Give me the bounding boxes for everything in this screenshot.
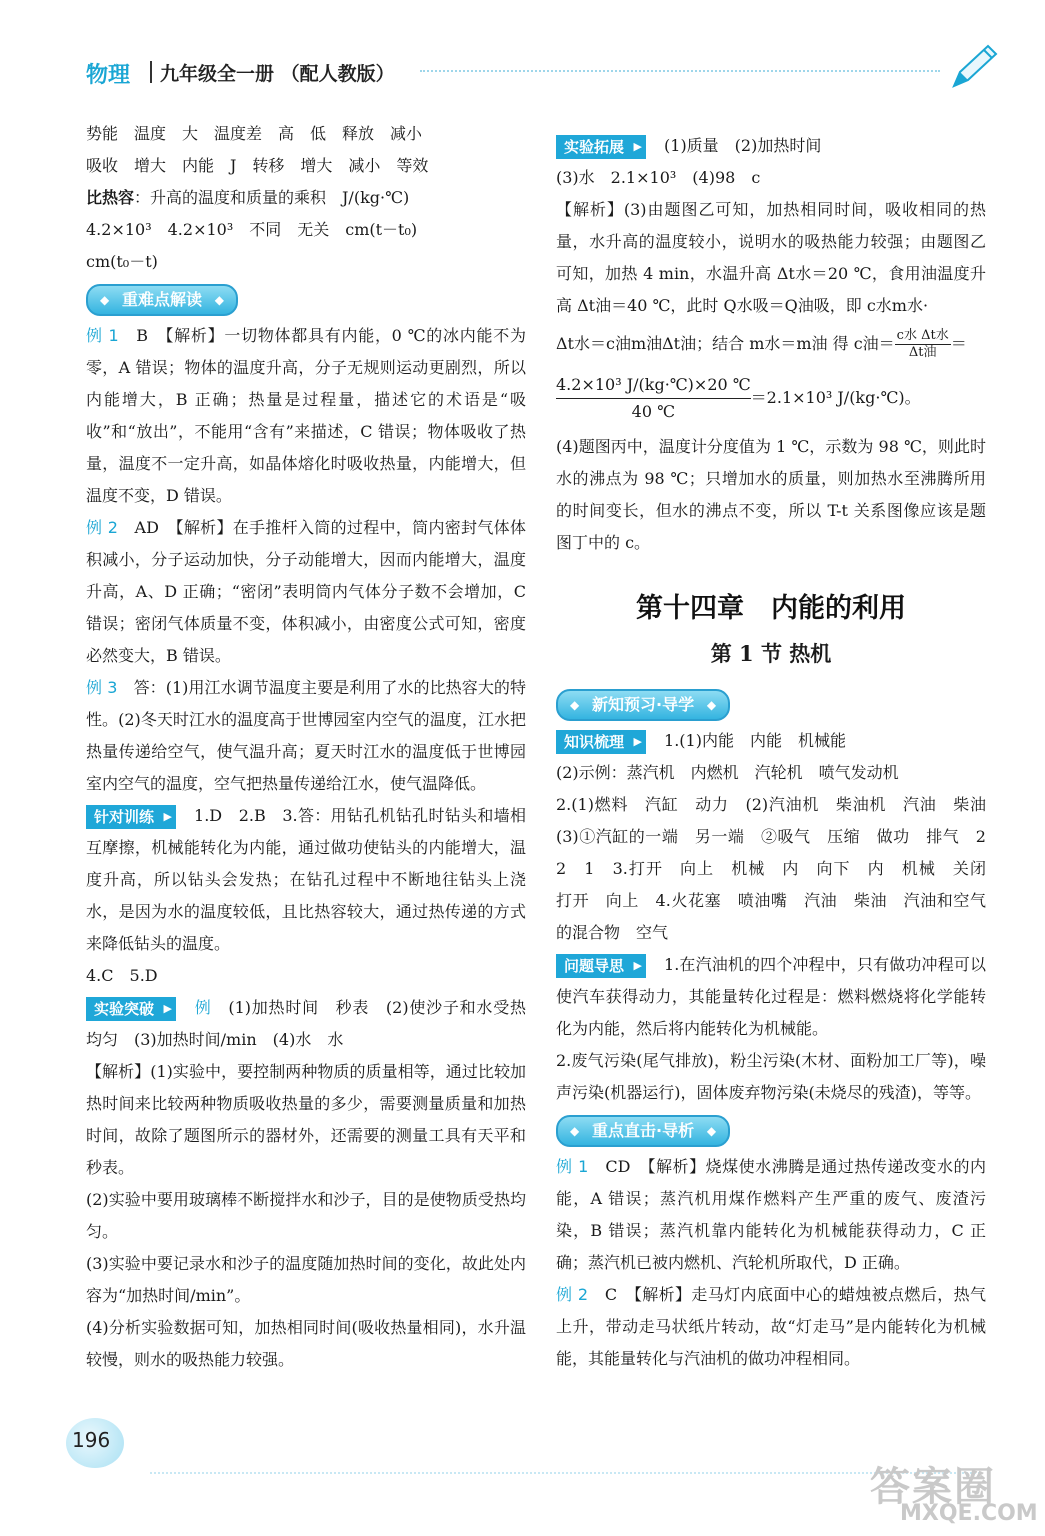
extension-line: (3)水 2.1×10³ (4)98 c	[556, 168, 761, 187]
question-line: 2.废气污染(尾气排放)，粉尘污染(木材、面粉加工厂等)，噪声污染(机器运行)，固体废弃物污染(未烧尽的残渣)，等等。	[556, 1051, 986, 1102]
formula-line	[556, 322, 986, 366]
example-text: CD 【解析】烧煤使水沸腾是通过热传递改变水的内能，A 错误；蒸汽机用煤作燃料产生严重的废气、废渣污染，B 错误；蒸汽机靠内能转化为机械能获得动力，C 正确；蒸汽机已被内燃机、汽轮机所取代，D 正确。	[556, 1157, 986, 1272]
section-banner-key-points: ◆ 重难点解读 ◆	[86, 284, 238, 316]
answer-line	[86, 182, 526, 214]
example-2	[86, 512, 526, 672]
question-block	[556, 949, 986, 1045]
extension-block	[556, 130, 986, 162]
fraction-denominator: 40 ℃	[631, 402, 675, 421]
example-text: C 【解析】走马灯内底面中心的蜡烛被点燃后，热气上升，带动走马状纸片转动，故“灯走马”是内能转化为机械能，其能量转化与汽油机的做功冲程相同。	[556, 1285, 986, 1368]
example-text: B 【解析】一切物体都具有内能，0 ℃的冰内能不为零，A 错误；物体的温度升高，分子无规则运动更剧烈，所以内能增大，B 正确；热量是过程量，描述它的术语是“吸收”和“放出”，不能用“含有”来描述，C 错误；物体吸收了热量，温度不一定升高，如晶体熔化时吸收热量，内能增大，但温度不变，D 错误。	[86, 326, 526, 505]
tag-targeted-training: 针对训练 ▶	[86, 805, 176, 829]
tag-experiment: 实验突破 ▶	[86, 997, 176, 1021]
left-column	[86, 118, 526, 1376]
example-1	[86, 320, 526, 512]
fraction	[556, 372, 751, 425]
experiment-block	[86, 992, 526, 1056]
page-number: 196	[72, 1428, 111, 1452]
extension-text: (1)质量 (2)加热时间	[664, 136, 822, 155]
knowledge-line: 2.(1)燃料 汽缸 动力 (2)汽油机 柴油机 汽油 柴油 (3)①汽缸的一端 另一端 ②吸气 压缩 做功 排气 2 2 1 3.打开 向上 机械 内 向下 内 机械 关闭 打开 向上 4.火花塞 喷油嘴 汽油 柴油 汽油和空气的混合物 空气	[556, 795, 1003, 942]
tag-experiment-extension: 实验拓展 ▶	[556, 135, 646, 159]
section-title: 第 1 节 热机	[710, 641, 832, 666]
analysis-paragraph: (2)实验中要用玻璃棒不断搅拌水和沙子，目的是使物质受热均匀。	[86, 1190, 526, 1241]
training-block	[86, 800, 526, 960]
right-column	[556, 130, 1003, 1375]
watermark-url: MXQE.COM	[900, 1501, 1038, 1526]
knowledge-line: (2)示例：蒸汽机 内燃机 汽轮机 喷气发动机	[556, 763, 899, 782]
fraction-numerator: 4.2×10³ J/(kg·℃)×20 ℃	[556, 372, 751, 399]
knowledge-block	[556, 725, 986, 757]
header-subject: 物理	[86, 63, 131, 88]
answer-line: cm(t₀－t)	[86, 252, 158, 271]
example-text: AD 【解析】在手推杆入筒的过程中，筒内密封气体体积减小，分子运动加快，分子动能增大，因而内能增大，温度升高，A、D 正确；“密闭”表明筒内气体分子数不会增加，C 错误；密闭气体质量不变，体积减小，由密度公式可知，密度必然变大，B 错误。	[86, 518, 526, 665]
formula-text: ＝	[950, 334, 967, 353]
header-grade: 九年级全一册 （配人教版）	[160, 63, 395, 85]
example-label: 例	[194, 998, 212, 1017]
footer-dotted-rule	[150, 1472, 980, 1474]
answer-text: ：升高的温度和质量的乘积 J/(kg·℃)	[134, 188, 410, 207]
fraction-numerator: c水 Δt水	[896, 328, 949, 343]
formula-line	[556, 372, 986, 425]
training-text: 1.D 2.B 3.答：用钻孔机钻孔时钻头和墙相互摩擦，机械能转化为内能，通过做功使钻头的内能增大，温度升高，所以钻头会发热；在钻孔过程中不断地往钻头上浇水，是因为水的温度较低，且比热容较大，通过热传递的方式来降低钻头的温度。	[86, 806, 526, 953]
header-divider	[150, 61, 152, 83]
experiment-text: (1)加热时间 秒表 (2)使沙子和水受热均匀 (3)加热时间/min (4)水 水	[86, 998, 526, 1049]
tag-question-guide: 问题导思 ▶	[556, 954, 646, 978]
section-banner-key-analysis: ◆ 重点直击·导析 ◆	[556, 1115, 730, 1147]
page-number-badge	[60, 1418, 132, 1468]
analysis-paragraph: (4)分析实验数据可知，加热相同时间(吸收热量相同)，水升温较慢，则水的吸热能力较强。	[86, 1318, 526, 1369]
pencil-icon	[944, 42, 1002, 92]
example-label: 例 1	[86, 326, 119, 345]
formula-text: ＝2.1×10³ J/(kg·℃)。	[750, 388, 921, 407]
fraction-denominator: Δt油	[908, 345, 937, 360]
example-2	[556, 1279, 986, 1375]
chapter-title: 第十四章 内能的利用	[636, 593, 906, 624]
answer-line: 4.2×10³ 4.2×10³ 不同 无关 cm(t－t₀)	[86, 220, 418, 239]
answer-line: 吸收 增大 内能 J 转移 增大 减小 等效	[86, 156, 429, 175]
formula-text: Δt水＝c油m油Δt油；结合 m水＝m油 得 c油＝	[556, 334, 895, 353]
watermark-logo: 答案圈	[870, 1464, 996, 1510]
page-header	[60, 52, 980, 92]
example-label: 例 2	[556, 1285, 589, 1304]
analysis-paragraph: (4)题图丙中，温度计分度值为 1 ℃，示数为 98 ℃，则此时水的沸点为 98 ℃；只增加水的质量，则加热水至沸腾所用的时间变长，但水的沸点不变，所以 T-t 关系图像应该是题图丁中的 c。	[556, 437, 986, 552]
analysis-paragraph: 【解析】(3)由题图乙可知，加热相同时间，吸收相同的热量，水升高的温度较小，说明水的吸热能力较强；由题图乙可知，加热 4 min，水温升高 Δt水＝20 ℃，食用油温度升高 Δt油＝40 ℃，此时 Q水吸＝Q油吸，即 c水m水·	[556, 200, 986, 315]
example-label: 例 1	[556, 1157, 589, 1176]
analysis-paragraph: 【解析】(1)实验中，要控制两种物质的质量相等，通过比较加热时间来比较两种物质吸收热量的多少，需要测量质量和加热时间，故除了题图所示的器材外，还需要的测量工具有天平和秒表。	[86, 1062, 526, 1177]
term-label: 比热容	[86, 188, 135, 207]
section-banner-preview: ◆ 新知预习·导学 ◆	[556, 689, 730, 721]
watermark	[870, 1455, 1038, 1530]
example-text: 答：(1)用江水调节温度主要是利用了水的比热容大的特性。(2)冬天时江水的温度高于世博园室内空气的温度，江水把热量传递给空气，使气温升高；夏天时江水的温度低于世博园室内空气的温度，空气把热量传递给江水，使气温降低。	[86, 678, 526, 793]
header-dotted-rule	[420, 70, 940, 72]
fraction	[895, 328, 951, 361]
example-label: 例 2	[86, 518, 118, 537]
example-1	[556, 1151, 986, 1279]
example-label: 例 3	[86, 678, 118, 697]
training-line: 4.C 5.D	[86, 966, 158, 985]
analysis-paragraph: (3)实验中要记录水和沙子的温度随加热时间的变化，故此处内容为“加热时间/min”。	[86, 1254, 526, 1305]
example-3	[86, 672, 526, 800]
answer-line: 势能 温度 大 温度差 高 低 释放 减小	[86, 124, 423, 143]
knowledge-text: 1.(1)内能 内能 机械能	[664, 731, 846, 750]
tag-knowledge: 知识梳理 ▶	[556, 730, 646, 754]
question-text: 1.在汽油机的四个冲程中，只有做功冲程可以使汽车获得动力，其能量转化过程是：燃料燃烧将化学能转化为内能，然后将内能转化为机械能。	[556, 955, 986, 1038]
